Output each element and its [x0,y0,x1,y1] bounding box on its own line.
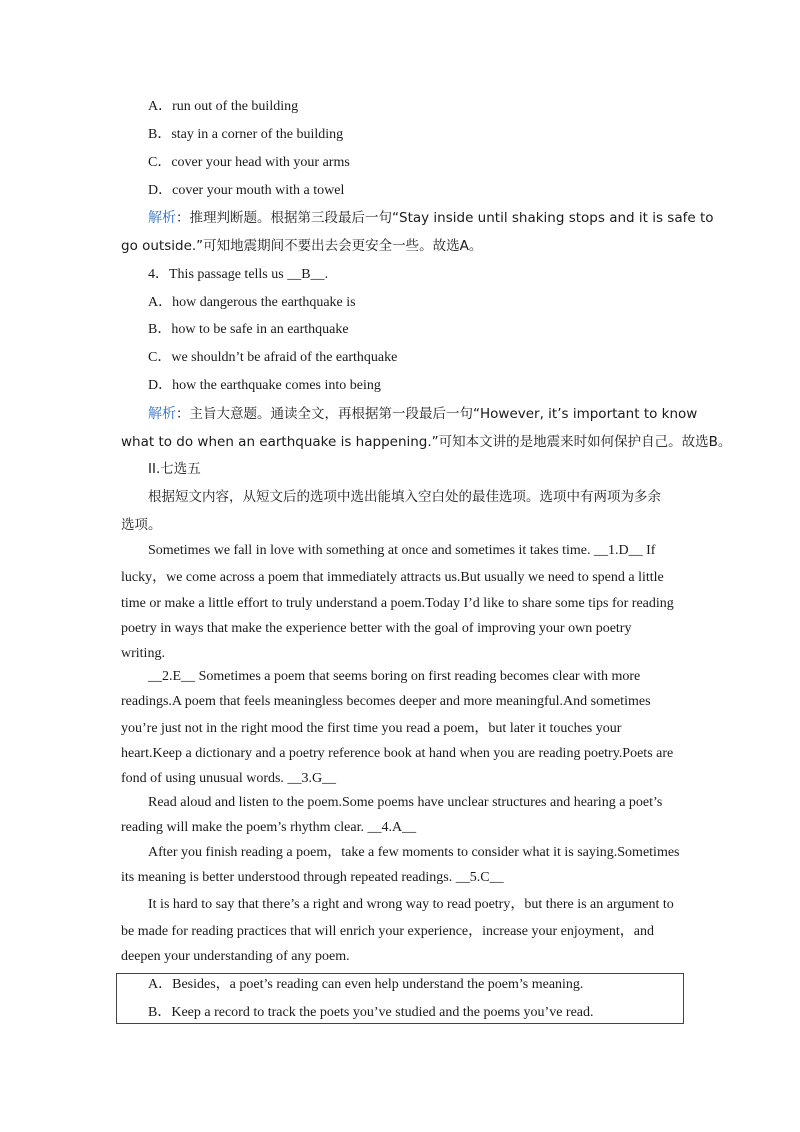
passage-p1-line-2: lucky，we come across a poem that immediately attracts us.But usually we need to spend a little [121,570,664,585]
analysis-label: 解析 [148,406,176,422]
q4-stem-prefix: 4．This passage tells us [148,267,288,282]
answer-blank-1: __1.D__ [593,543,643,558]
passage-p2-line-5 [121,769,336,789]
q4-answer-blank: __B__ [287,267,325,282]
q4-option-c: C．we shouldn’t be afraid of the earthquake [148,350,398,365]
passage-p1-line-3: time or make a little effort to truly understand a poem.Today I’d like to share some tips for reading [121,596,674,611]
q3-option-d: D．cover your mouth with a towel [148,183,345,198]
section-heading: II.七选五 [148,461,201,477]
passage-p2-line-3: you’re just not in the right mood the first time you read a poem，but later it touches your [121,721,622,736]
passage-text: If [646,543,656,558]
passage-p3-line-1: Read aloud and listen to the poem.Some poems have unclear structures and hearing a poet’s [148,795,663,810]
q4-stem-suffix: . [324,267,329,282]
q4-stem [148,265,328,285]
q3-analysis-text-1: ：推理判断题。根据第三段最后一句“Stay inside until shaking stops and it is safe to [176,210,714,226]
passage-p5-line-3: deepen your understanding of any poem. [121,949,350,964]
passage-text: Sometimes a poem that seems boring on first reading becomes clear with more [198,669,641,684]
passage-text: Sometimes we fall in love with something at once and sometimes it takes time. [148,543,591,558]
box-option-b: B．Keep a record to track the poets you’ve studied and the poems you’ve read. [148,1005,594,1020]
passage-p3-line-2 [121,818,416,838]
analysis-label: 解析 [148,210,176,226]
answer-blank-2: __2.E__ [148,669,196,684]
passage-text: reading will make the poem’s rhythm clear. [121,820,364,835]
passage-p1-line-1 [148,541,655,561]
passage-text: fond of using unusual words. [121,771,284,786]
passage-p4-line-2 [121,868,504,888]
passage-p2-line-1 [148,667,640,687]
passage-p1-line-5: writing. [121,646,165,661]
q3-option-a: A．run out of the building [148,99,299,114]
passage-p4-line-1: After you finish reading a poem，take a few moments to consider what it is saying.Sometimes [148,845,680,860]
passage-p2-line-4: heart.Keep a dictionary and a poetry reference book at hand when you are reading poetry.Poets are [121,746,674,761]
answer-blank-3: __3.G__ [287,771,337,786]
passage-text: its meaning is better understood through repeated readings. [121,870,453,885]
passage-p2-line-2: readings.A poem that feels meaningless becomes deeper and more meaningful.And sometimes [121,694,651,709]
q4-option-d: D．how the earthquake comes into being [148,378,381,393]
q4-analysis-line-1 [148,404,697,425]
section-instruction-1: 根据短文内容，从短文后的选项中选出能填入空白处的最佳选项。选项中有两项为多余 [148,489,661,505]
passage-p5-line-1: It is hard to say that there’s a right and wrong way to read poetry，but there is an argument to [148,897,674,912]
q3-option-b: B．stay in a corner of the building [148,127,344,142]
q4-option-a: A．how dangerous the earthquake is [148,295,356,310]
box-option-a: A．Besides，a poet’s reading can even help understand the poem’s meaning. [148,977,584,992]
q4-analysis-text-1: ：主旨大意题。通读全文，再根据第一段最后一句“However, it’s important to know [176,406,698,422]
q3-option-c: C．cover your head with your arms [148,155,350,170]
answer-blank-5: __5.C__ [455,870,504,885]
q4-option-b: B．how to be safe in an earthquake [148,322,349,337]
passage-p1-line-4: poetry in ways that make the experience better with the goal of improving your own poetry [121,621,632,636]
q3-analysis-line-1 [148,208,714,229]
q3-analysis-line-2: go outside.”可知地震期间不要出去会更安全一些。故选A。 [121,238,483,254]
section-instruction-2: 选项。 [121,517,162,533]
passage-p5-line-2: be made for reading practices that will enrich your experience，increase your enjoyment，and [121,924,654,939]
answer-blank-4: __4.A__ [367,820,417,835]
q4-analysis-line-2: what to do when an earthquake is happening.”可知本文讲的是地震来时如何保护自己。故选B。 [121,434,732,450]
